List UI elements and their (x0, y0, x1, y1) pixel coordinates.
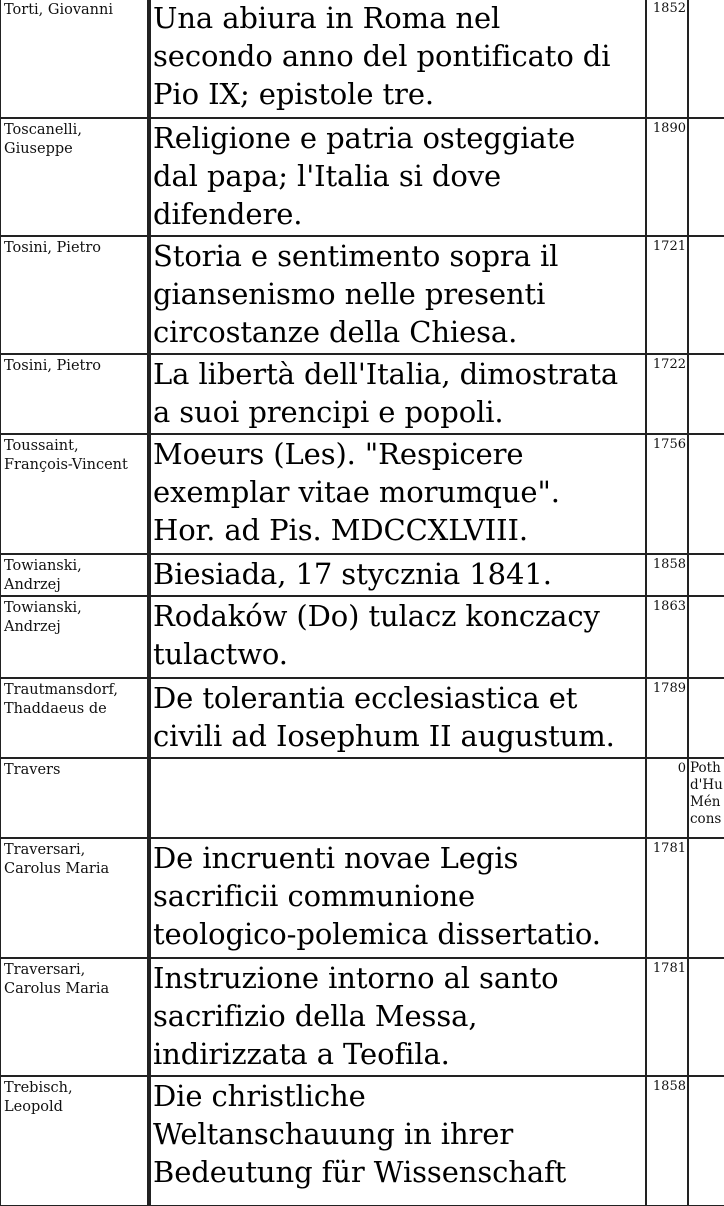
author-cell (0, 1076, 148, 1206)
note-cell (688, 554, 724, 596)
title-line: De incruenti novae Legis (153, 841, 519, 875)
title-cell (150, 434, 646, 554)
title-line: Religione e patria osteggiate (153, 121, 576, 155)
year-cell: 1863 (646, 596, 688, 678)
title-line: De tolerantia ecclesiastica et (153, 681, 578, 715)
author-cell (0, 354, 148, 434)
table-row (0, 1076, 724, 1206)
title-line: secondo anno del pontificato di (153, 39, 611, 73)
title-cell (150, 758, 646, 838)
author-cell (0, 0, 148, 118)
year-cell: 1789 (646, 678, 688, 758)
note-cell (688, 118, 724, 236)
year-cell: 1781 (646, 838, 688, 958)
title-line: Instruzione intorno al santo (153, 961, 559, 995)
year-cell: 1852 (646, 0, 688, 118)
table-row (0, 596, 724, 678)
year-cell: 1721 (646, 236, 688, 354)
table-row (0, 354, 724, 434)
year-cell: 1781 (646, 958, 688, 1076)
author-cell (0, 236, 148, 354)
note-cell (688, 434, 724, 554)
title-line: civili ad Iosephum II augustum. (153, 719, 615, 753)
title-line: tulactwo. (153, 637, 288, 671)
title-cell (150, 838, 646, 958)
note-cell (688, 354, 724, 434)
author-line: Thaddaeus de (4, 701, 107, 717)
title-line: Die christliche (153, 1079, 366, 1113)
author-cell (0, 838, 148, 958)
title-line: Una abiura in Roma nel (153, 1, 501, 35)
note-cell (688, 758, 724, 838)
title-line: Rodaków (Do) tulacz konczacy (153, 599, 600, 633)
author-line: Towianski, (4, 558, 82, 574)
table-row (0, 236, 724, 354)
title-cell (150, 678, 646, 758)
title-line: Biesiada, 17 stycznia 1841. (153, 557, 552, 591)
author-line: Traversari, (4, 962, 86, 978)
title-line: Bedeutung für Wissenschaft (153, 1155, 567, 1189)
title-line: giansenismo nelle presenti (153, 277, 546, 311)
title-line: Storia e sentimento sopra il (153, 239, 559, 273)
note-cell (688, 596, 724, 678)
table-row (0, 554, 724, 596)
note-line: Poth (690, 760, 721, 776)
author-line: Toscanelli, (4, 122, 82, 138)
year-cell: 1722 (646, 354, 688, 434)
title-line: Hor. ad Pis. MDCCXLVIII. (153, 513, 528, 547)
table-row (0, 118, 724, 236)
title-cell (150, 236, 646, 354)
title-line: Pio IX; epistole tre. (153, 77, 435, 111)
author-line: Trebisch, (4, 1080, 73, 1096)
author-cell (0, 958, 148, 1076)
author-line: Trautmansdorf, (4, 682, 118, 698)
title-cell (150, 0, 646, 118)
note-cell (688, 678, 724, 758)
year-cell: 1858 (646, 554, 688, 596)
author-line: Towianski, (4, 600, 82, 616)
title-cell (150, 118, 646, 236)
author-line: Giuseppe (4, 141, 73, 157)
author-line: Torti, Giovanni (4, 2, 113, 18)
note-cell (688, 0, 724, 118)
author-line: Andrzej (4, 577, 61, 593)
author-line: François-Vincent (4, 457, 128, 473)
author-line: Traversari, (4, 842, 86, 858)
title-line: sacrificii communione (153, 879, 476, 913)
author-cell (0, 434, 148, 554)
title-cell (150, 1076, 646, 1206)
title-line: exemplar vitae morumque". (153, 475, 560, 509)
title-line: Moeurs (Les). "Respicere (153, 437, 524, 471)
note-line: d'Hu (690, 777, 723, 793)
note-cell (688, 236, 724, 354)
author-cell (0, 118, 148, 236)
title-line: difendere. (153, 197, 303, 231)
author-cell (0, 678, 148, 758)
author-cell (0, 758, 148, 838)
author-line: Carolus Maria (4, 981, 110, 997)
title-line: dal papa; l'Italia si dove (153, 159, 502, 193)
note-cell (688, 958, 724, 1076)
title-cell (150, 596, 646, 678)
year-cell: 0 (646, 758, 688, 838)
author-line: Carolus Maria (4, 861, 110, 877)
table-row (0, 0, 724, 118)
title-line: La libertà dell'Italia, dimostrata (153, 357, 619, 391)
title-line: teologico-polemica dissertatio. (153, 917, 601, 951)
title-line: circostanze della Chiesa. (153, 315, 518, 349)
author-line: Tosini, Pietro (4, 358, 102, 374)
title-cell (150, 554, 646, 596)
title-cell (150, 958, 646, 1076)
author-line: Andrzej (4, 619, 61, 635)
table-row (0, 838, 724, 958)
note-cell (688, 838, 724, 958)
title-line: indirizzata a Teofila. (153, 1037, 450, 1071)
author-line: Leopold (4, 1099, 63, 1115)
table-row (0, 678, 724, 758)
title-line: Weltanschauung in ihrer (153, 1117, 514, 1151)
title-line: sacrifizio della Messa, (153, 999, 478, 1033)
author-cell (0, 596, 148, 678)
year-cell: 1890 (646, 118, 688, 236)
year-cell: 1756 (646, 434, 688, 554)
author-line: Toussaint, (4, 438, 79, 454)
table-row (0, 958, 724, 1076)
author-line: Travers (4, 762, 61, 778)
note-line: cons (690, 811, 722, 827)
title-cell (150, 354, 646, 434)
author-cell (0, 554, 148, 596)
note-line: Mén (690, 794, 721, 810)
author-line: Tosini, Pietro (4, 240, 102, 256)
table-row (0, 758, 724, 838)
year-cell: 1858 (646, 1076, 688, 1206)
table-row (0, 434, 724, 554)
title-line: a suoi prencipi e popoli. (153, 395, 504, 429)
note-cell (688, 1076, 724, 1206)
